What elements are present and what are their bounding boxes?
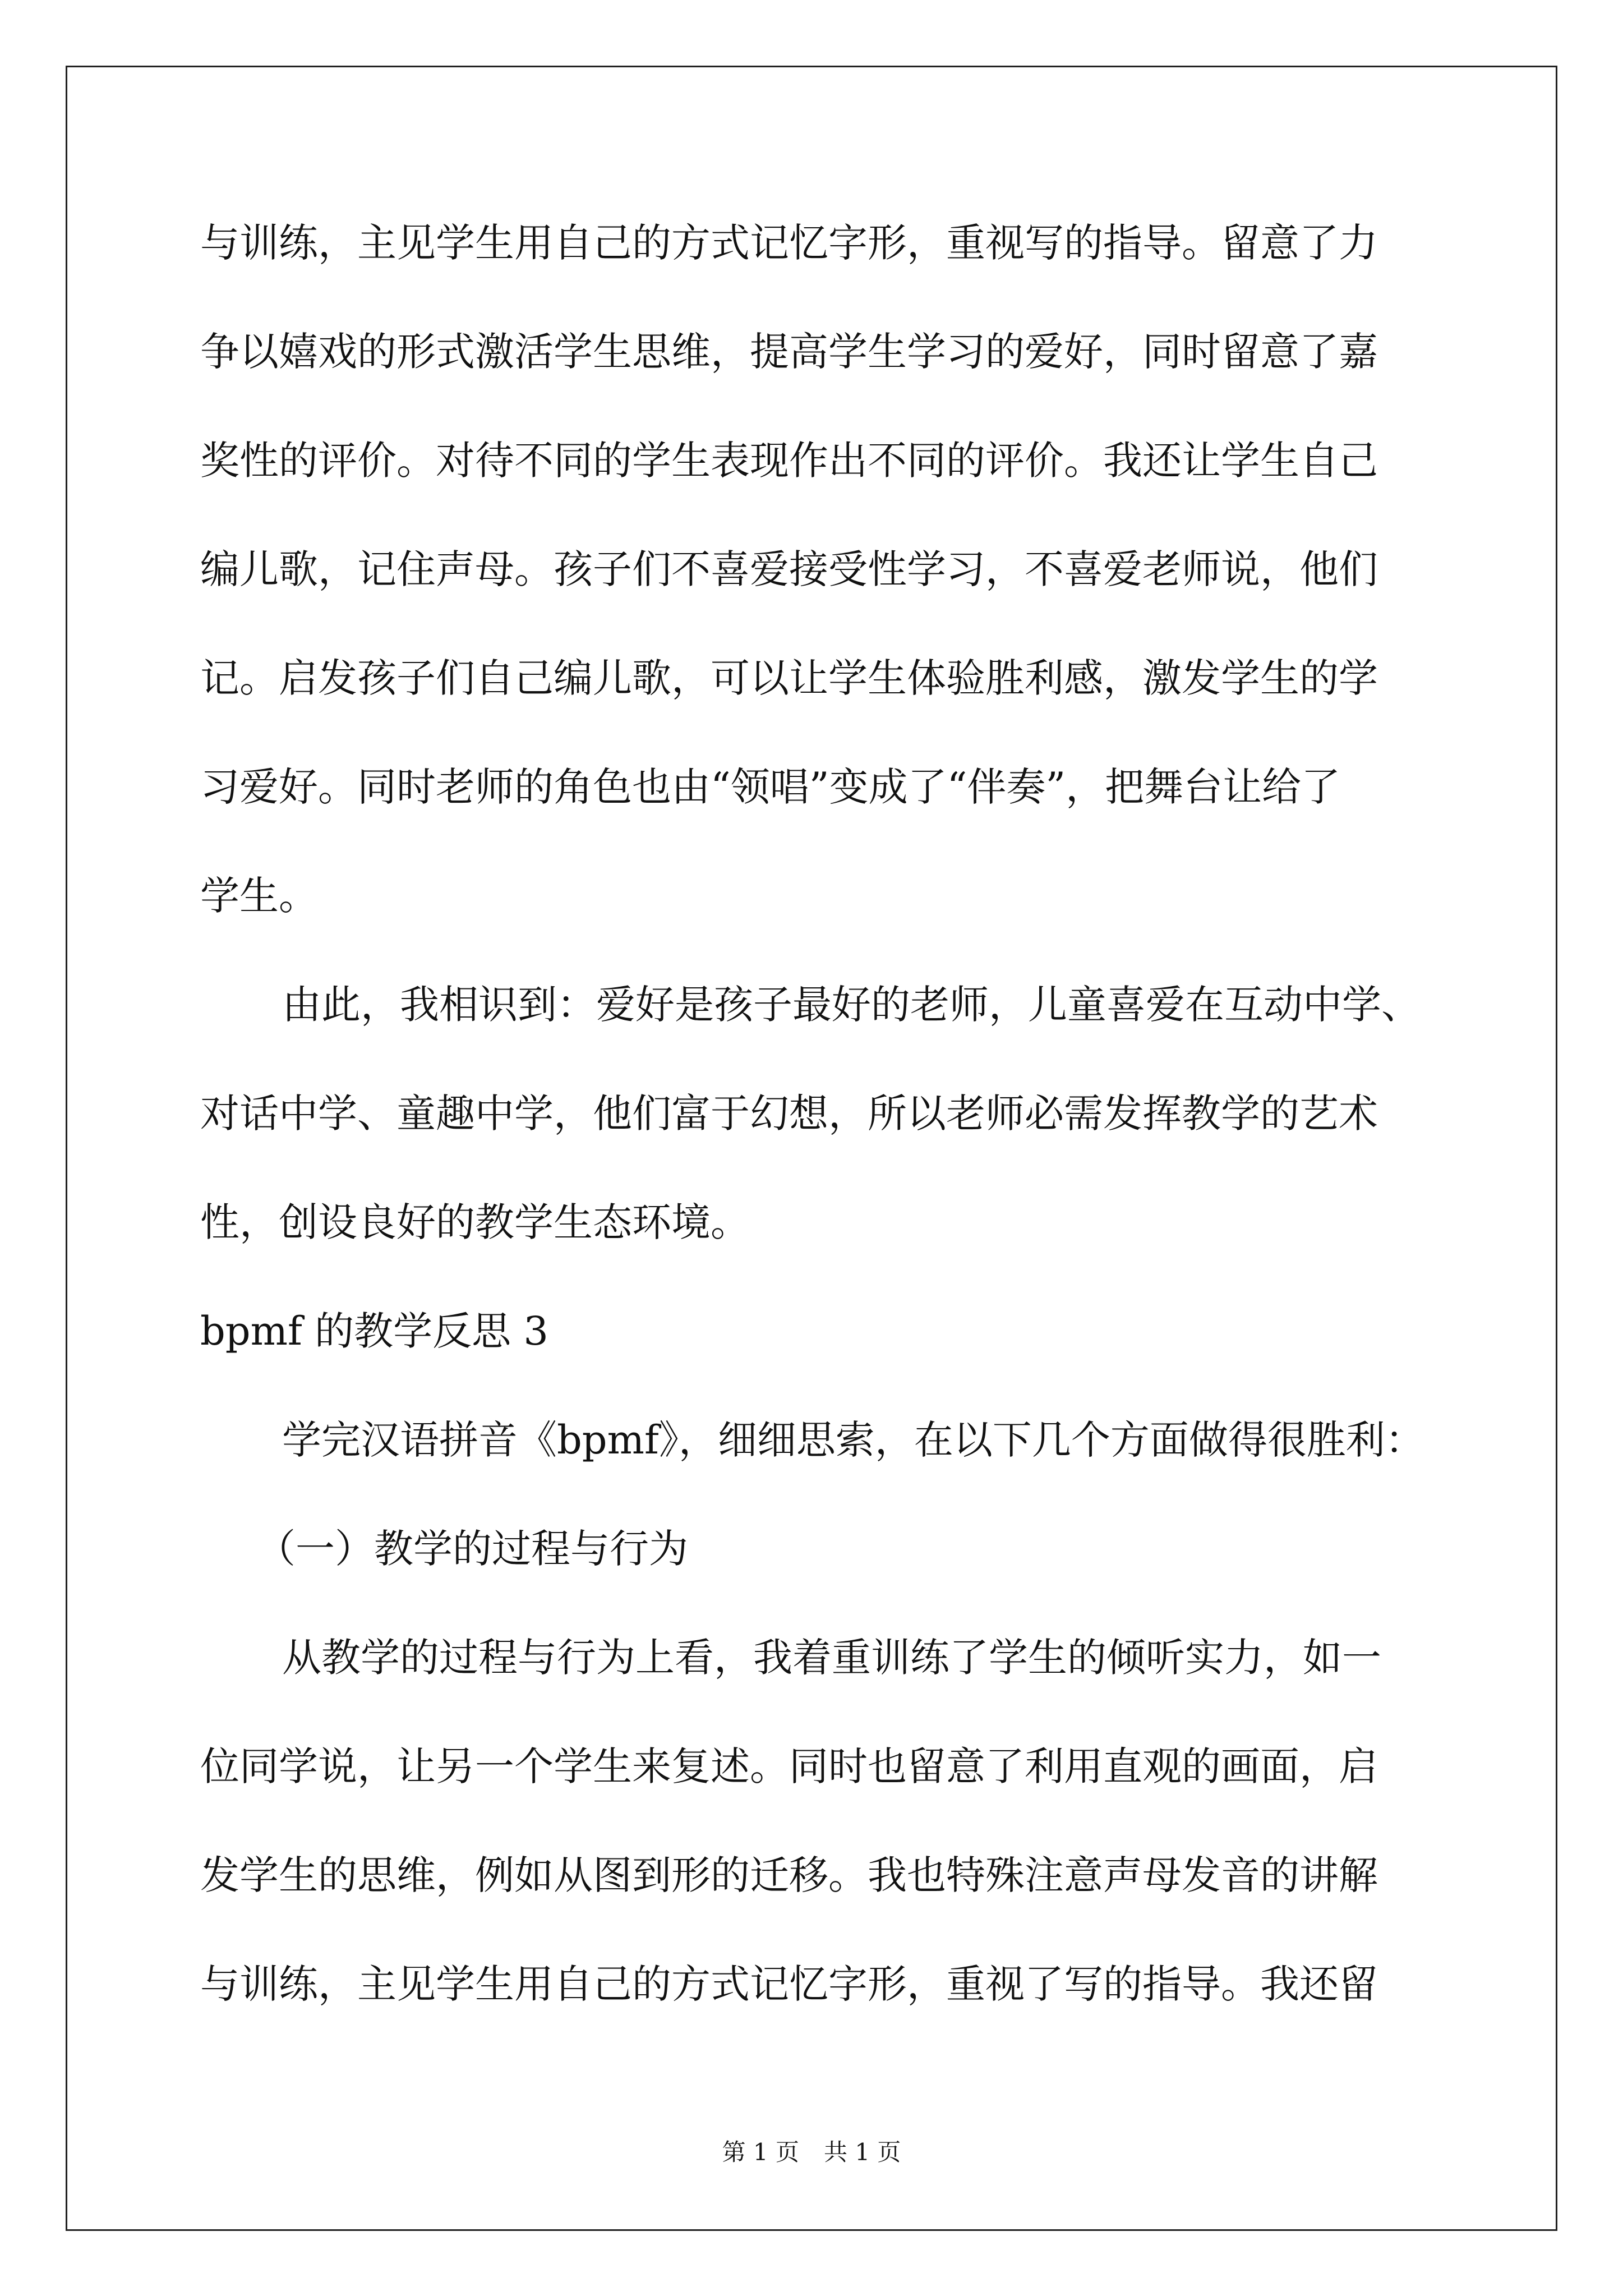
text-line: 习爱好。同时老师的角色也由“领唱”变成了“伴奏”，把舞台让给了 bbox=[200, 764, 1341, 810]
text-line: 与训练，主见学生用自己的方式记忆字形，重视了写的指导。我还留 bbox=[200, 1961, 1378, 2007]
page-number: 第 1 页 bbox=[722, 2138, 799, 2166]
paragraph-start: 学完汉语拼音《bpmf》，细细思索，在以下几个方面做得很胜利： bbox=[282, 1417, 1424, 1463]
text-line: 争以嬉戏的形式激活学生思维，提高学生学习的爱好，同时留意了嘉 bbox=[200, 329, 1378, 375]
section-heading: bpmf 的教学反思 3 bbox=[200, 1308, 548, 1354]
text-line: 学生。 bbox=[200, 873, 318, 919]
page-total: 共 1 页 bbox=[824, 2138, 901, 2166]
text-line: 对话中学、童趣中学，他们富于幻想，所以老师必需发挥教学的艺术 bbox=[200, 1091, 1378, 1137]
text-line: 奖性的评价。对待不同的学生表现作出不同的评价。我还让学生自己 bbox=[200, 438, 1378, 484]
text-line: 性，创设良好的教学生态环境。 bbox=[200, 1199, 750, 1245]
text-line: 位同学说，让另一个学生来复述。同时也留意了利用直观的画面，启 bbox=[200, 1743, 1378, 1789]
text-line: 发学生的思维，例如从图到形的迁移。我也特殊注意声母发音的讲解 bbox=[200, 1852, 1378, 1898]
subsection-heading: （一）教学的过程与行为 bbox=[256, 1526, 688, 1572]
text-line: 记。启发孩子们自己编儿歌，可以让学生体验胜利感，激发学生的学 bbox=[200, 655, 1378, 701]
paragraph-start: 由此，我相识到：爱好是孩子最好的老师，儿童喜爱在互动中学、 bbox=[282, 982, 1421, 1028]
paragraph-start: 从教学的过程与行为上看，我着重训练了学生的倾听实力，如一 bbox=[282, 1635, 1381, 1681]
page-footer bbox=[0, 2138, 1623, 2166]
page-border bbox=[66, 66, 1557, 2231]
text-line: 编儿歌，记住声母。孩子们不喜爱接受性学习，不喜爱老师说，他们 bbox=[200, 546, 1378, 592]
text-line: 与训练，主见学生用自己的方式记忆字形，重视写的指导。留意了力 bbox=[200, 220, 1378, 266]
